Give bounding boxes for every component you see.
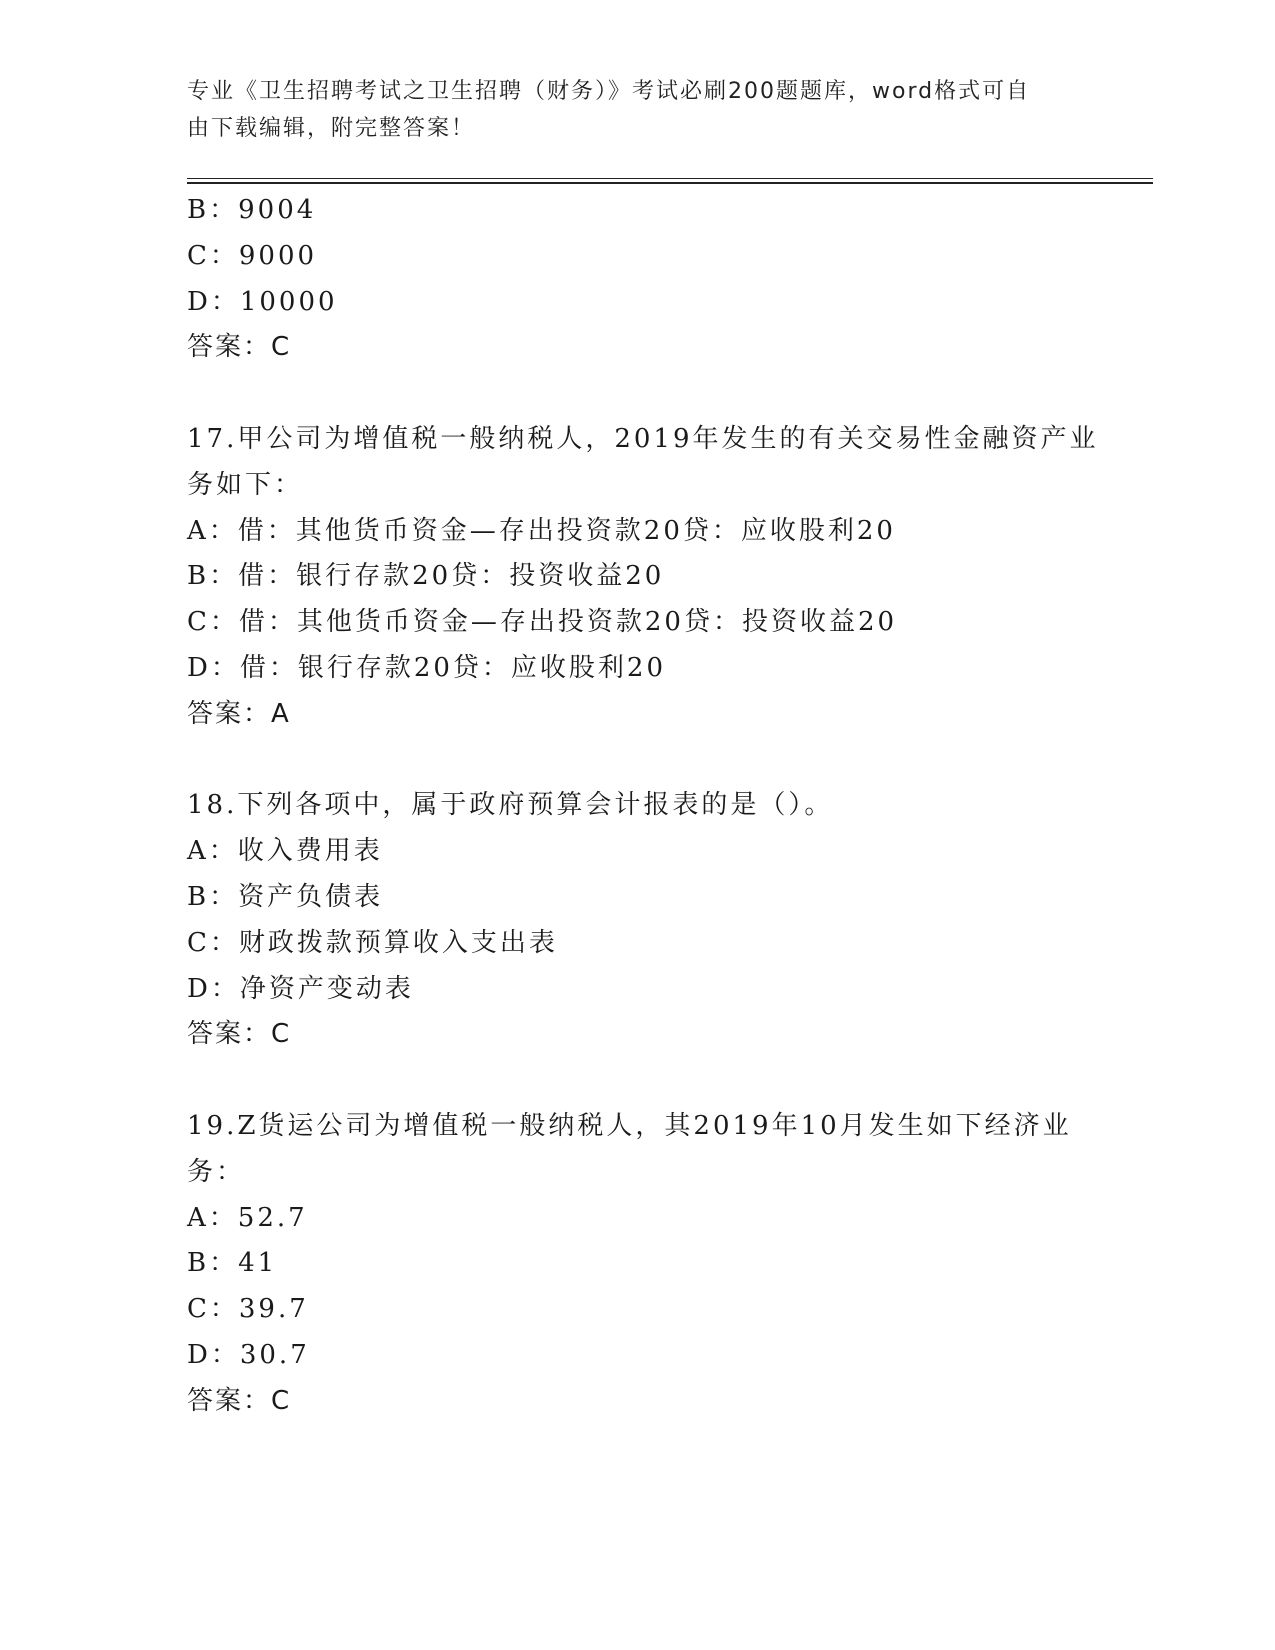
question-stem: 务： (187, 1156, 246, 1187)
option-b: B：借：银行存款20贷：投资收益20 (187, 561, 665, 592)
option-c: C：39.7 (187, 1294, 309, 1325)
option-a: A：收入费用表 (187, 836, 383, 867)
header-line-1: 专业《卫生招聘考试之卫生招聘（财务）》考试必刷200题题库，word格式可自 (187, 79, 1031, 104)
answer: 答案：C (187, 1019, 292, 1050)
document-header (187, 73, 1067, 147)
answer: 答案：C (187, 332, 292, 363)
option-a: A：52.7 (187, 1202, 308, 1233)
answer: 答案：C (187, 1385, 292, 1416)
question-16-continuation (187, 188, 1087, 371)
option-c: C：9000 (187, 240, 318, 271)
question-18 (187, 783, 1087, 1058)
option-c: C：借：其他货币资金—存出投资款20贷：投资收益20 (187, 607, 898, 638)
option-d: D：30.7 (187, 1339, 310, 1370)
question-17 (187, 417, 1099, 738)
question-stem: 19.Z货运公司为增值税一般纳税人，其2019年10月发生如下经济业 (187, 1110, 1072, 1141)
option-d: D：净资产变动表 (187, 973, 414, 1004)
option-d: D：10000 (187, 286, 338, 317)
option-d: D：借：银行存款20贷：应收股利20 (187, 652, 667, 683)
option-b: B：资产负债表 (187, 881, 384, 912)
option-a: A：借：其他货币资金—存出投资款20贷：应收股利20 (187, 515, 896, 546)
option-b: B：9004 (187, 195, 317, 225)
option-b: B：41 (187, 1248, 278, 1279)
header-line-2: 由下载编辑，附完整答案！ (187, 116, 476, 141)
spacer (187, 1058, 1087, 1104)
header-rule-thick (187, 182, 1153, 184)
spacer (187, 371, 1087, 417)
question-stem: 务如下： (187, 469, 304, 500)
question-stem: 17.甲公司为增值税一般纳税人，2019年发生的有关交易性金融资产业 (187, 423, 1099, 454)
question-stem: 18.下列各项中，属于政府预算会计报表的是（）。 (187, 790, 834, 821)
spacer (187, 738, 1087, 784)
answer: 答案：A (187, 698, 291, 729)
question-19 (187, 1104, 1087, 1425)
option-c: C：财政拨款预算收入支出表 (187, 927, 558, 958)
header-rule-thin (187, 178, 1153, 179)
question-content (187, 188, 1099, 1425)
